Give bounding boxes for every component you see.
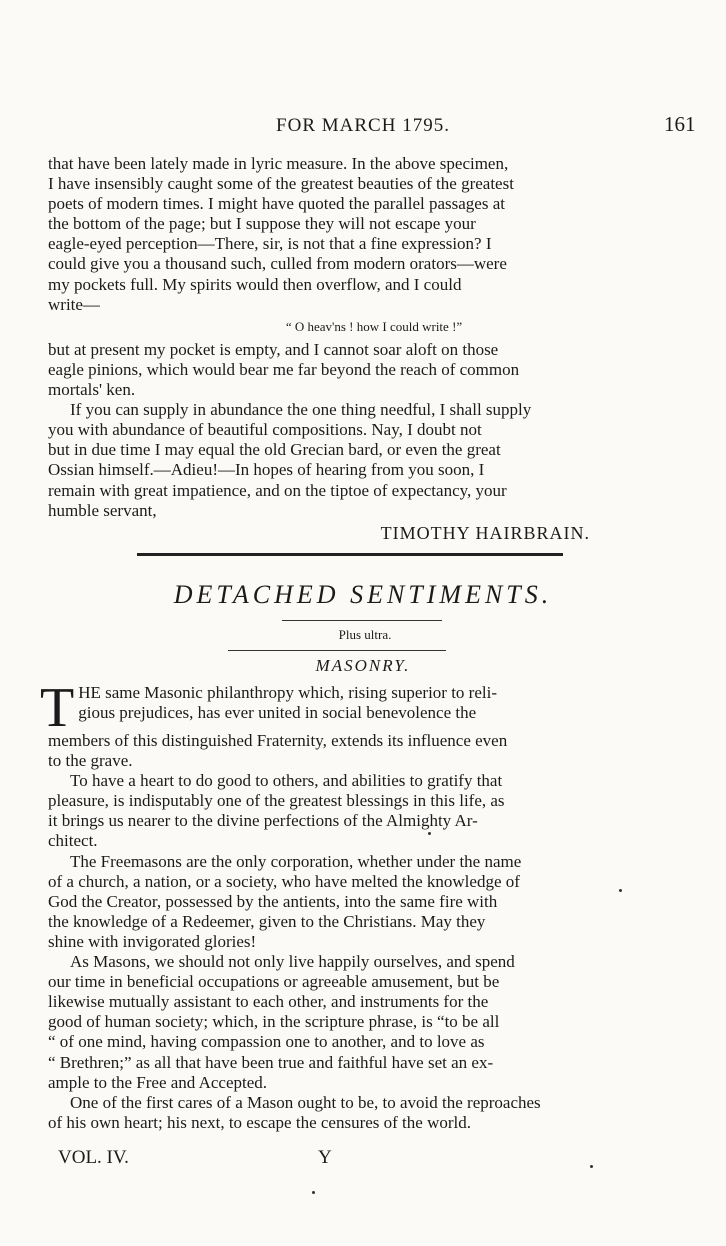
motto: Plus ultra. [338,627,392,642]
ink-speck [619,889,622,892]
text-line: you with abundance of beautiful compositions. Nay, I doubt not [48,420,482,440]
text-line: If you can supply in abundance the one thing needful, I shall supply [70,400,532,420]
text-line: eagle pinions, which would bear me far beyond the reach of common [48,359,520,379]
text-line: chitect. [48,831,98,851]
text-line: HE same Masonic philanthropy which, rising superior to reli- [78,683,497,702]
text-line: pleasure, is indisputably one of the greatest blessings in this life, as [48,791,505,811]
text-line: As Masons, we should not only live happily ourselves, and spend [70,952,515,972]
text-line: write— [48,294,100,314]
text-line: remain with great impatience, and on the tiptoe of expectancy, your [48,480,507,500]
masonry-paragraph-3 [48,852,600,952]
motto-rule-bottom [228,650,446,651]
text-line: of a church, a nation, or a society, who have melted the knowledge of [48,871,520,891]
text-line: “ of one mind, having compassion one to another, and to love as [48,1032,485,1052]
text-line: of his own heart; his next, to escape the censures of the world. [48,1112,471,1132]
motto-rule-top [282,620,442,621]
text-line: humble servant, [48,500,157,520]
text-line: mortals' ken. [48,380,136,400]
text-line: One of the first cares of a Mason ought to be, to avoid the reproaches [70,1092,541,1112]
text-line: my pockets full. My spirits would then overflow, and I could [48,274,462,294]
letter-paragraph-3 [48,400,600,521]
letter-signature: TIMOTHY HAIRBRAIN. [380,522,590,543]
text-line: good of human society; which, in the scripture phrase, is “to be all [48,1012,500,1032]
page-number: 161 [664,112,696,136]
masonry-paragraph-2 [48,771,600,851]
text-line: could give you a thousand such, culled from modern orators—were [48,254,507,274]
text-line: to the grave. [48,751,133,771]
text-line: “ Brethren;” as all that have been true and faithful have set an ex- [48,1052,494,1072]
volume-label: VOL. IV. [58,1147,129,1168]
text-line: eagle-eyed perception—There, sir, is not that a fine expression? I [48,234,492,254]
ink-speck [590,1165,593,1168]
masonry-text [40,677,600,1133]
masonry-paragraph-5 [48,1093,600,1133]
ink-speck [428,832,431,835]
signature-mark: Y [318,1147,332,1168]
text-line: ample to the Free and Accepted. [48,1072,268,1092]
section-divider-rule [137,553,563,556]
ink-speck [312,1191,315,1194]
letter-text [48,154,600,543]
text-line: gious prejudices, has ever united in social benevolence the [78,703,477,723]
drop-cap: T [40,677,75,739]
section-title: DETACHED SENTIMENTS. [173,580,553,609]
letter-paragraph-2 [48,340,600,400]
text-line: the knowledge of a Redeemer, given to the Christians. May they [48,911,486,931]
text-line: To have a heart to do good to others, and abilities to gratify that [70,771,503,791]
text-line: likewise mutually assistant to each other, and instruments for the [48,992,489,1012]
masonry-paragraph-1 [40,677,600,771]
quotation: “ O heav'ns ! how I could write !” [285,318,463,334]
text-line: but in due time I may equal the old Grecian bard, or even the great [48,440,501,460]
text-line: poets of modern times. I might have quoted the parallel passages at [48,194,505,214]
article-subheading: MASONRY. [315,656,411,675]
text-line: I have insensibly caught some of the greatest beauties of the greatest [48,174,514,194]
text-line: Ossian himself.—Adieu!—In hopes of hearing from you soon, I [48,460,485,480]
text-line: God the Creator, possessed by the antients, into the same fire with [48,891,498,911]
text-line: our time in beneficial occupations or agreeable amusement, but be [48,972,500,992]
text-line: but at present my pocket is empty, and I cannot soar aloft on those [48,339,499,359]
text-line: The Freemasons are the only corporation, whether under the name [70,851,522,871]
running-title: FOR MARCH 1795. [276,115,450,136]
text-line: that have been lately made in lyric measure. In the above specimen, [48,154,509,173]
text-line: shine with invigorated glories! [48,931,257,951]
text-line: members of this distinguished Fraternity, extends its influence even [48,731,508,750]
masonry-paragraph-4 [48,952,600,1093]
text-line: it brings us nearer to the divine perfections of the Almighty Ar- [48,811,478,831]
letter-paragraph-1 [48,154,600,315]
text-line: the bottom of the page; but I suppose they will not escape your [48,214,476,234]
